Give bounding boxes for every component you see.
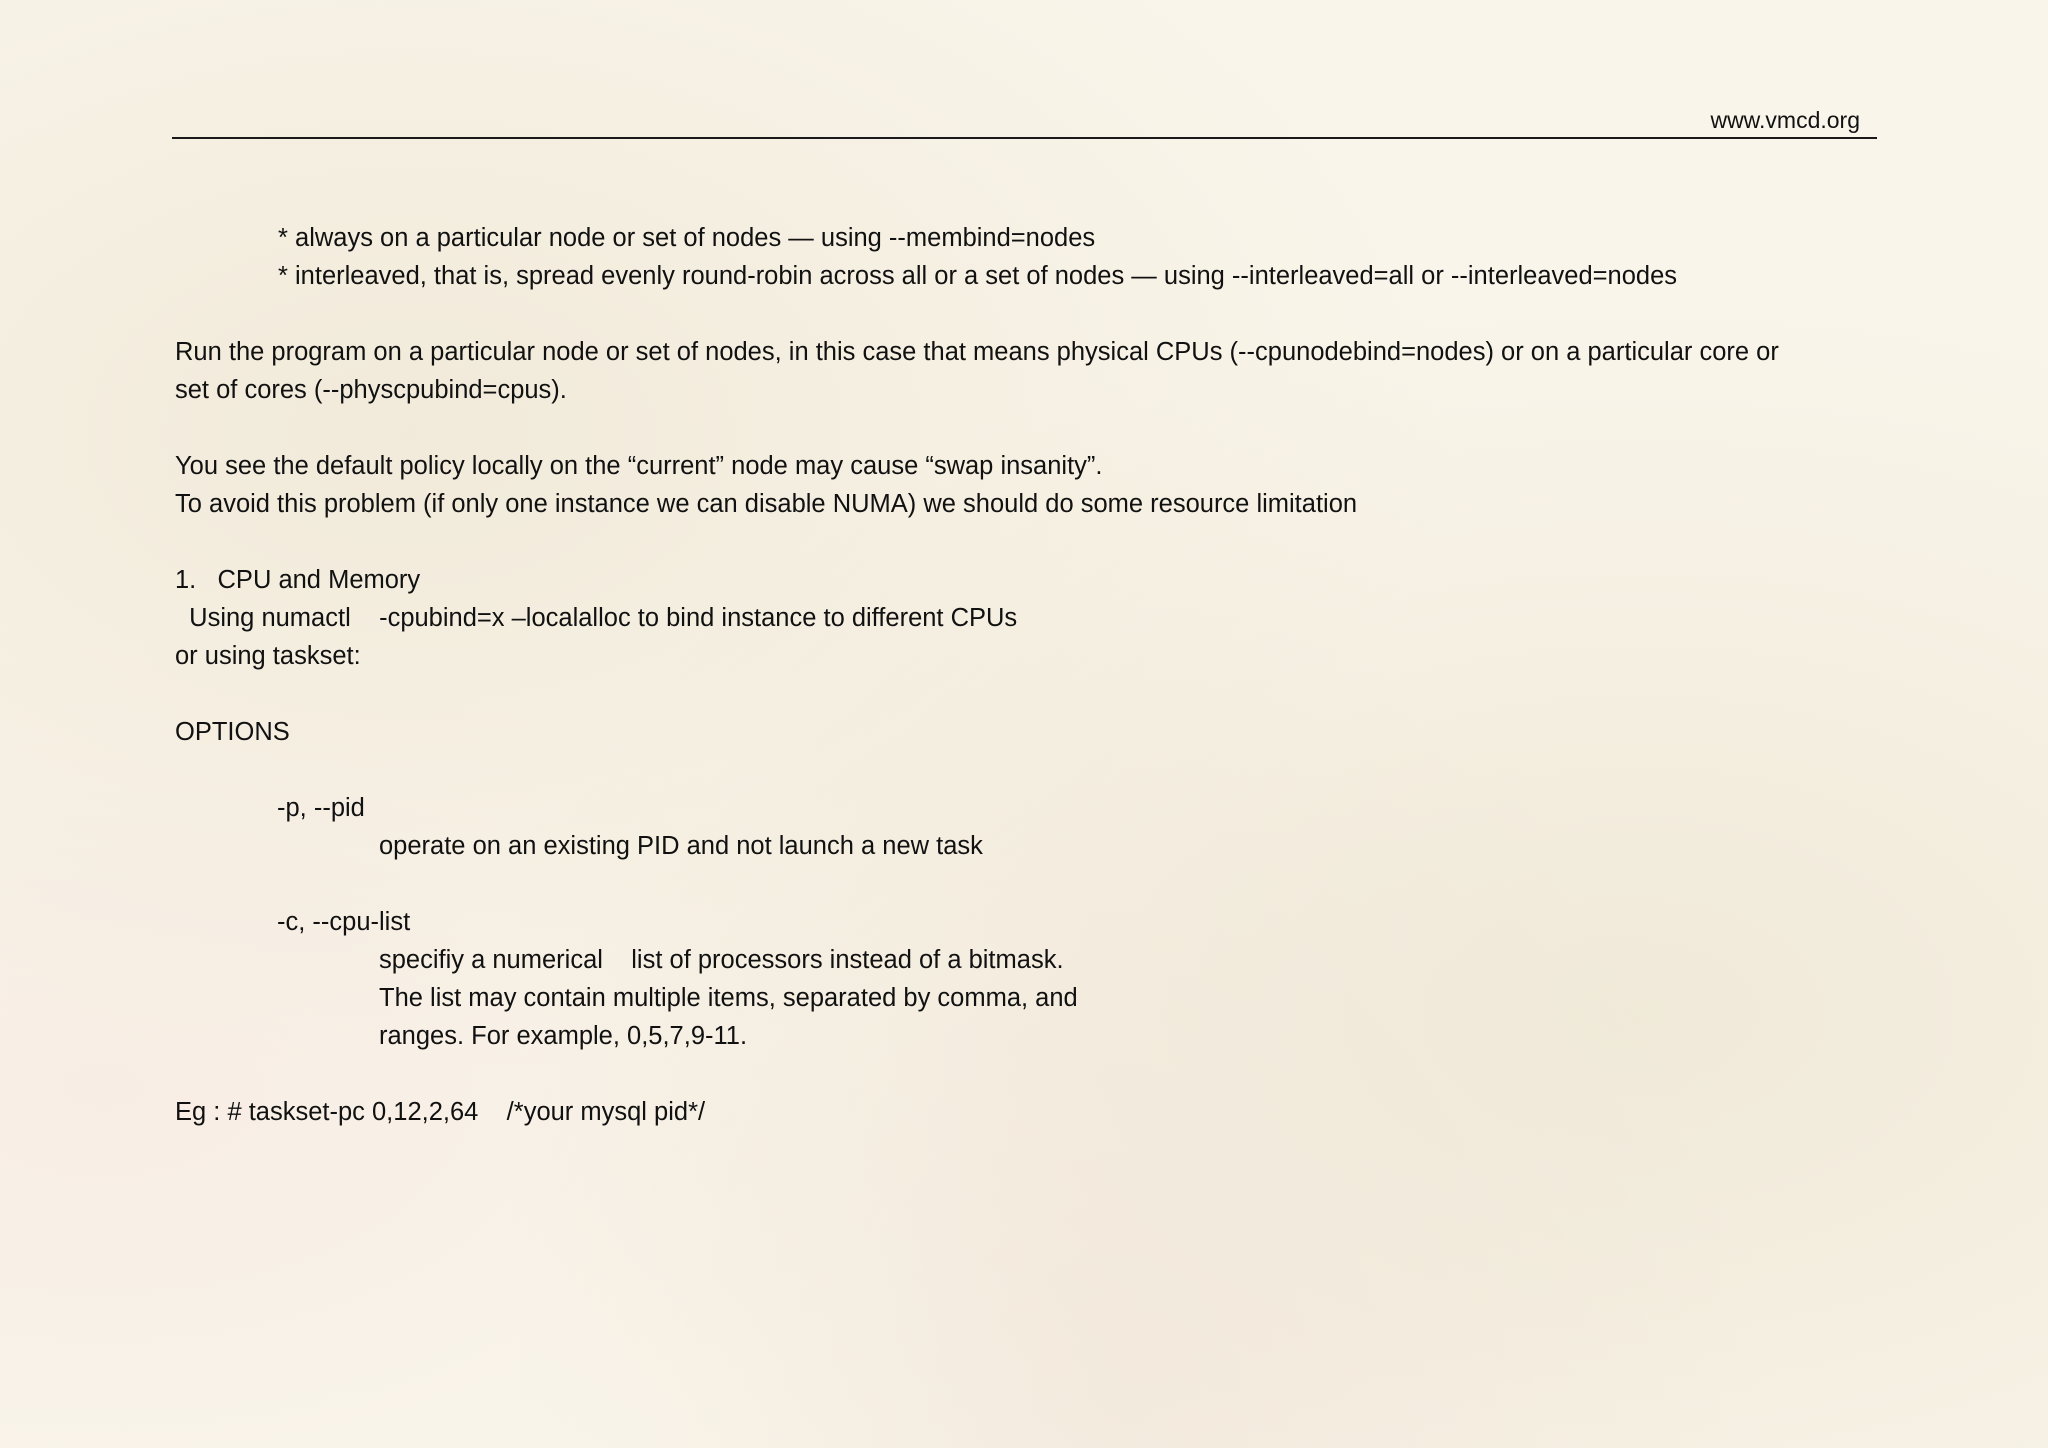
option-cpulist-description-3: ranges. For example, 0,5,7,9-11. [379,1022,748,1050]
site-url: www.vmcd.org [1710,107,1860,133]
default-policy-text: You see the default policy locally on the “current” node may cause “swap insanity”. [175,452,1103,480]
section-heading-cpu-memory: 1. CPU and Memory [175,566,421,594]
bullet-membind: * always on a particular node or set of nodes — using --membind=nodes [278,224,1096,252]
options-heading: OPTIONS [175,718,290,746]
option-pid-flag: -p, --pid [277,794,365,822]
example-command: Eg : # taskset-pc 0,12,2,64 /*your mysql pid*/ [175,1098,706,1126]
header-rule [172,137,1877,139]
bullet-interleaved: * interleaved, that is, spread evenly round-robin across all or a set of nodes — using --interleaved=all or --interleaved=nodes [278,262,1678,290]
option-cpulist-description-2: The list may contain multiple items, separated by comma, and [379,984,1078,1012]
using-taskset-text: or using taskset: [175,642,361,670]
option-cpulist-flag: -c, --cpu-list [277,908,411,936]
avoid-problem-text: To avoid this problem (if only one instance we can disable NUMA) we should do some resource limitation [175,490,1358,518]
using-numactl-text: Using numactl -cpubind=x –localalloc to bind instance to different CPUs [175,604,1018,632]
option-cpulist-description-1: specifiy a numerical list of processors instead of a bitmask. [379,946,1064,974]
run-program-line-1: Run the program on a particular node or set of nodes, in this case that means physical CPUs (--cpunodebind=nodes) or on a particular core or [175,338,1779,366]
run-program-line-2: set of cores (--physcpubind=cpus). [175,376,567,404]
option-pid-description: operate on an existing PID and not launch a new task [379,832,983,860]
